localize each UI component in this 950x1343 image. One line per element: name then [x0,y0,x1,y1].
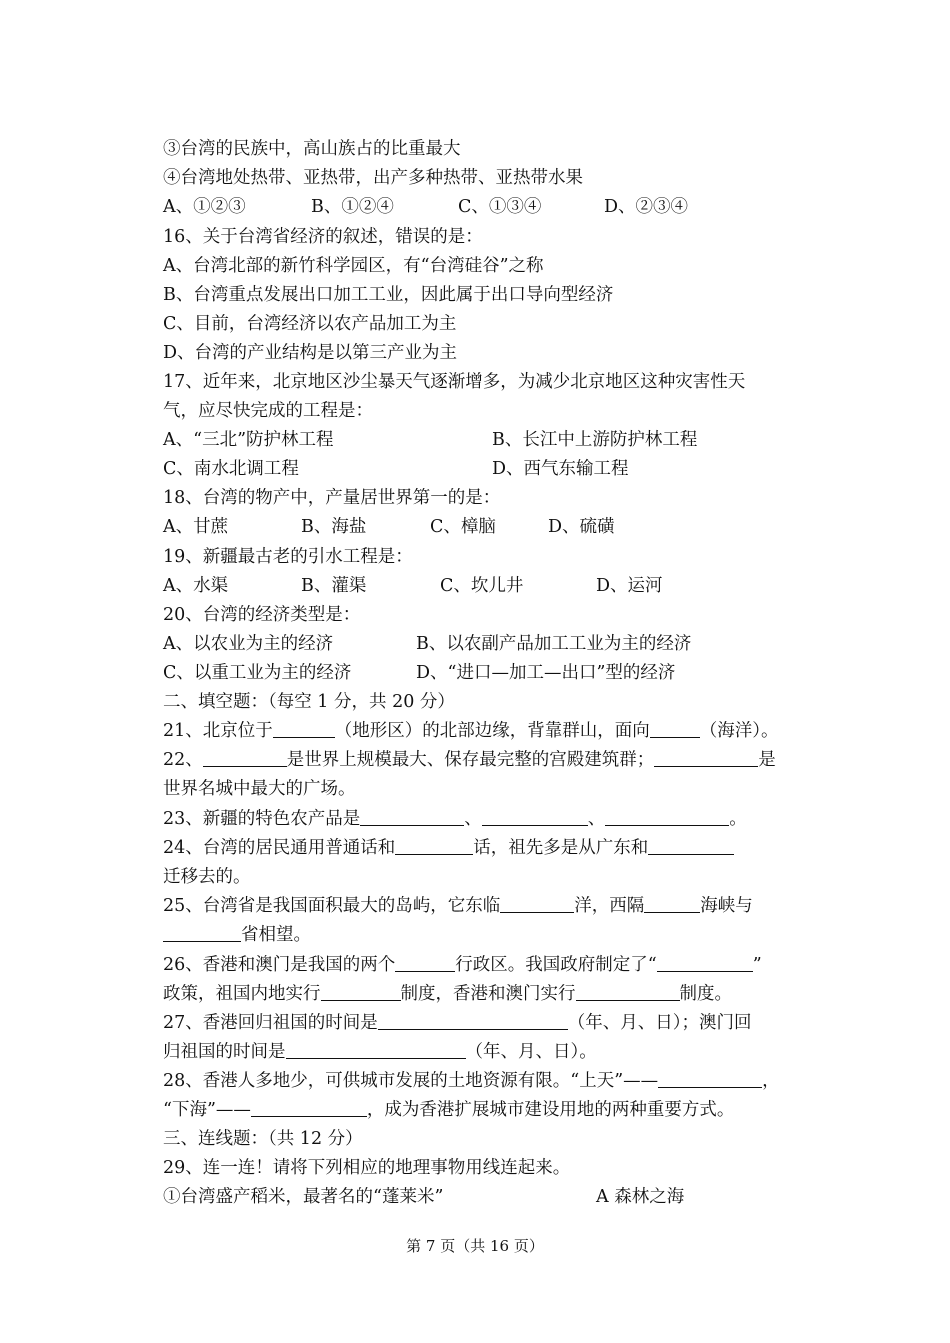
q26 [163,953,762,977]
q27-text-3: 归祖国的时间是 [163,1042,286,1062]
q19-option-c: C、坎儿井 [440,576,524,596]
q17-option-c: C、南水北调工程 [163,459,299,479]
q25 [163,894,753,918]
q18-option-b: B、海盐 [301,517,367,537]
q28-text-3: “下海”—— [163,1100,251,1120]
q25-text-1: 25、台湾省是我国面积最大的岛屿，它东临 [163,896,501,916]
q27-line2 [163,1040,597,1064]
q27-text-4: （年、月、日）。 [465,1042,597,1062]
q26-text-4: 政策，祖国内地实行 [163,984,321,1004]
q23-blank-3 [605,807,729,826]
q28 [163,1069,780,1093]
q21-text-1: 21、北京位于 [163,721,273,741]
q22-text-1: 22、 [163,750,203,770]
q20-question: 20、台湾的经济类型是： [163,605,361,625]
q21-text-3: （海洋）。 [699,721,779,741]
q16-option-d: D、台湾的产业结构是以第三产业为主 [163,343,458,363]
q26-text-1: 26、香港和澳门是我国的两个 [163,955,396,975]
q20-option-c: C、以重工业为主的经济 [163,663,352,683]
q29-question: 29、连一连！请将下列相应的地理事物用线连起来。 [163,1158,571,1178]
q29-right-item-a: A 森林之海 [596,1187,685,1207]
q22-blank-2 [654,748,758,767]
section-3-heading: 三、连线题：（共 12 分） [163,1129,363,1149]
q27-text-2: （年、月、日）；澳门回 [567,1013,752,1033]
q25-text-4: 省相望。 [241,925,311,945]
q28-text-2: ， [762,1071,780,1091]
q17-question-line1: 17、近年来，北京地区沙尘暴天气逐渐增多，为减少北京地区这种灾害性天 [163,372,746,392]
q22-blank-1 [203,748,287,767]
q25-blank-3 [163,923,241,942]
q23-sep-1: 、 [464,809,482,829]
q18-option-c: C、樟脑 [430,517,496,537]
q16-option-b: B、台湾重点发展出口加工工业，因此属于出口导向型经济 [163,285,614,305]
q26-blank-2 [657,953,753,972]
q26-text-2: 行政区。我国政府制定了“ [455,955,657,975]
q26-text-3: ” [752,955,762,975]
q28-line2 [163,1098,734,1122]
q22 [163,748,776,772]
page-footer: 第 7 页（共 16 页） [406,1237,544,1255]
q27-blank-1 [378,1011,568,1030]
q25-blank-2 [644,894,700,913]
q23-blank-1 [360,807,464,826]
q25-blank-1 [500,894,574,913]
q26-line2 [163,982,732,1006]
q15-option-c: C、①③④ [458,197,542,217]
q19-option-d: D、运河 [596,576,663,596]
q27-blank-2 [286,1040,466,1059]
q16-option-a: A、台湾北部的新竹科学园区，有“台湾硅谷”之称 [163,256,544,276]
q24-text-2: 话，祖先多是从广东和 [473,838,649,858]
q28-blank-2 [251,1098,367,1117]
q28-text-4: ，成为香港扩展城市建设用地的两种重要方式。 [366,1100,735,1120]
q22-line2: 世界名城中最大的广场。 [163,779,356,799]
q26-text-5: 制度，香港和澳门实行 [400,984,576,1004]
q17-option-d: D、西气东输工程 [492,459,629,479]
q23-blank-2 [482,807,588,826]
q15-option-b: B、①②④ [311,197,394,217]
q23-text-1: 23、新疆的特色农产品是 [163,809,361,829]
q29-left-item-1: ①台湾盛产稻米，最著名的“蓬莱米” [163,1187,444,1207]
q26-blank-1 [395,953,455,972]
q17-option-a: A、“三北”防护林工程 [163,430,334,450]
q19-option-b: B、灌渠 [301,576,367,596]
q26-text-6: 制度。 [679,984,732,1004]
q18-option-a: A、甘蔗 [163,517,229,537]
q23-sep-2: 、 [587,809,606,829]
q20-option-d: D、“进口—加工—出口”型的经济 [416,663,676,683]
q23 [163,807,747,831]
q16-option-c: C、目前，台湾经济以农产品加工为主 [163,314,457,334]
q21-text-2: （地形区）的北部边缘，背靠群山，面向 [334,721,650,741]
q15-option-d: D、②③④ [604,197,689,217]
q23-end: 。 [729,809,747,829]
q15-statement-4: ④台湾地处热带、亚热带，出产多种热带、亚热带水果 [163,168,583,188]
q17-option-b: B、长江中上游防护林工程 [492,430,698,450]
q26-blank-4 [576,982,680,1001]
q25-text-3: 海峡与 [700,896,753,916]
q21-blank-2 [650,719,700,738]
q24-text-1: 24、台湾的居民通用普通话和 [163,838,396,858]
q22-text-3: 是 [758,750,776,770]
q15-statement-3: ③台湾的民族中，高山族占的比重最大 [163,139,461,159]
q16-question: 16、关于台湾省经济的叙述，错误的是： [163,227,483,247]
q24-blank-1 [395,836,473,855]
q25-text-2: 洋，西隔 [574,896,645,916]
q24 [163,836,734,860]
q21-blank-1 [273,719,335,738]
q20-option-b: B、以农副产品加工工业为主的经济 [416,634,692,654]
q19-question: 19、新疆最古老的引水工程是： [163,547,413,567]
section-2-heading: 二、填空题：（每空 1 分，共 20 分） [163,692,455,712]
q18-question: 18、台湾的物产中，产量居世界第一的是： [163,488,501,508]
q24-line2: 迁移去的。 [163,867,251,887]
q21 [163,719,779,743]
q28-blank-1 [658,1069,762,1088]
q15-option-a: A、①②③ [163,197,246,217]
q24-blank-2 [648,836,734,855]
q18-option-d: D、硫磺 [548,517,615,537]
q20-option-a: A、以农业为主的经济 [163,634,334,654]
q25-line2 [163,923,311,947]
q28-text-1: 28、香港人多地少，可供城市发展的土地资源有限。“上天”—— [163,1071,659,1091]
q26-blank-3 [321,982,401,1001]
q17-question-line2: 气，应尽快完成的工程是： [163,401,373,421]
q19-option-a: A、水渠 [163,576,229,596]
q22-text-2: 是世界上规模最大、保存最完整的宫殿建筑群； [286,750,655,770]
q27-text-1: 27、香港回归祖国的时间是 [163,1013,378,1033]
q27 [163,1011,752,1035]
